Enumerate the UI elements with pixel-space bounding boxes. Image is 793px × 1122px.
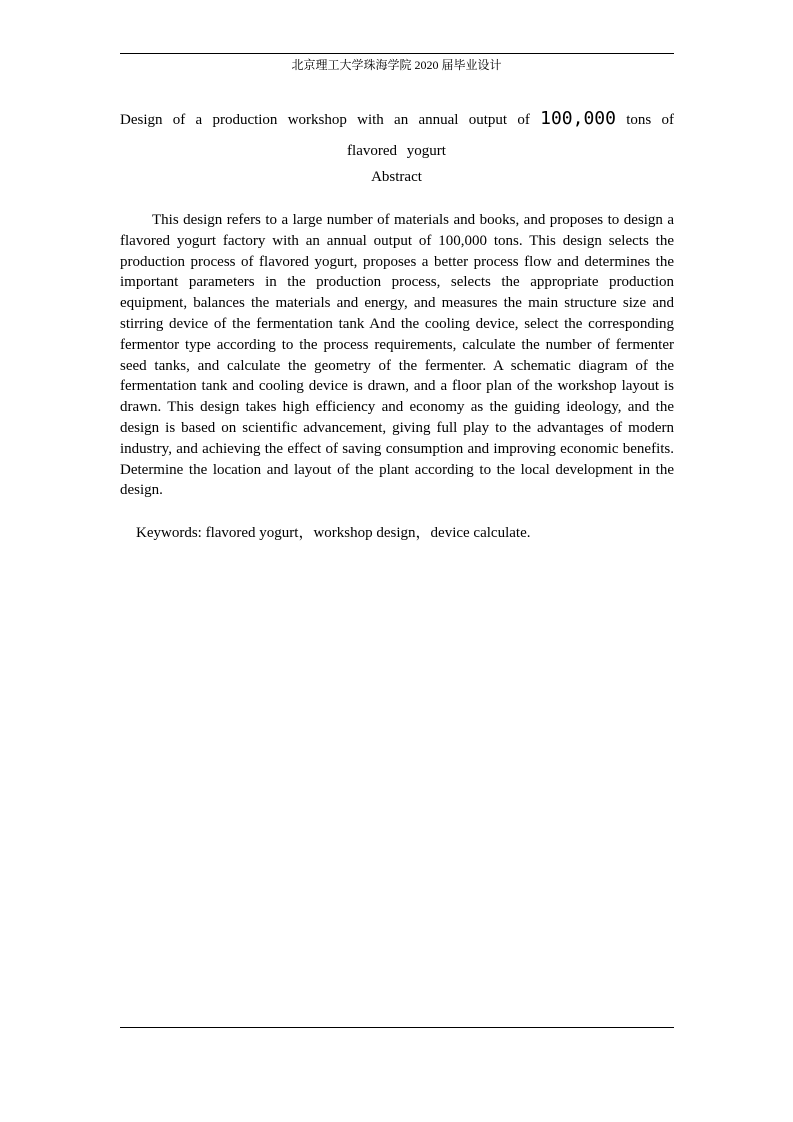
keywords-line xyxy=(136,522,674,544)
title-text-after: tons of xyxy=(615,112,674,128)
abstract-body: This design refers to a large number of materials and books, and proposes to design a flavored yogurt factory with an annual output of 100,000 tons. This design selects the production process of flavored yogurt, proposes a better process flow and determines the important parameters in the production process, selects the appropriate production equipment, balances the materials and energy, and measures the main structure size and stirring device of the fermentation tank And the cooling device, select the corresponding fermentor type according to the process requirements, calculate the number of fermenter seed tanks, and calculate the geometry of the fermenter. A schematic diagram of the fermentation tank and cooling device is drawn, and a floor plan of the workshop layout is drawn. This design takes high efficiency and economy as the guiding ideology, and the design is based on scientific advancement, giving full play to the advantages of modern industry, and achieving the effect of saving consumption and improving economic benefits. Determine the location and layout of the plant according to the local development in the design. xyxy=(120,212,674,499)
title-text-before: Design of a production workshop with an annual output of xyxy=(120,112,541,128)
footer-rule xyxy=(120,1027,674,1028)
title-number: 100,000 xyxy=(540,108,616,129)
keywords-label: Keywords: xyxy=(136,525,202,541)
thesis-title-line2: flavored yogurt xyxy=(347,143,446,159)
page-header: 北京理工大学珠海学院 2020 届毕业设计 xyxy=(291,58,502,72)
thesis-title-line1 xyxy=(120,106,674,133)
header-rule xyxy=(120,53,674,54)
keywords-values: flavored yogurt，workshop design，device calculate. xyxy=(205,525,531,541)
abstract-heading: Abstract xyxy=(371,169,422,185)
